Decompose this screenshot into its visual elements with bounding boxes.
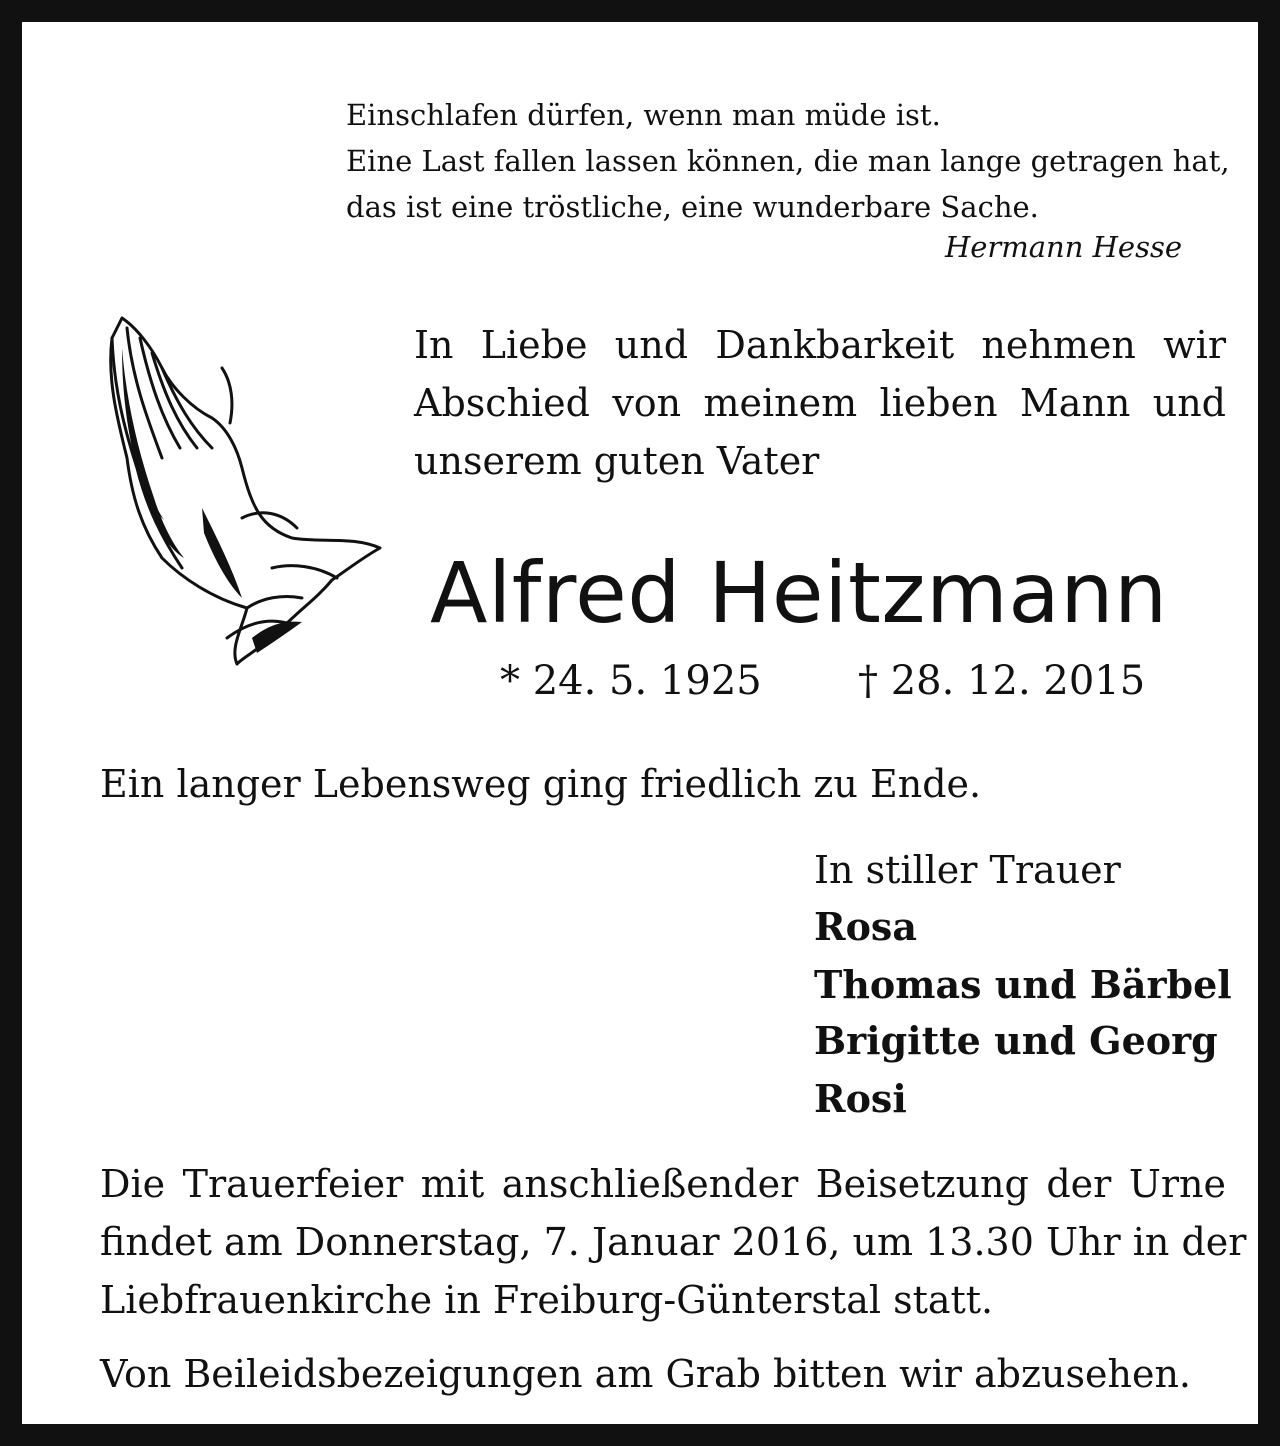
ceremony-line-3: Liebfrauenkirche in Freiburg-Günterstal statt.	[100, 1278, 994, 1322]
intro-line-1: In Liebe und Dankbarkeit nehmen wir	[414, 323, 1226, 367]
closing-note: Von Beileidsbezeigungen am Grab bitten wir abzusehen.	[100, 1352, 1191, 1396]
epitaph: Ein langer Lebensweg ging friedlich zu Ende.	[100, 762, 982, 806]
quote-line-1: Einschlafen dürfen, wenn man müde ist.	[346, 98, 941, 132]
intro-line-2: Abschied von meinem lieben Mann und	[414, 381, 1226, 425]
deceased-name: Alfred Heitzmann	[430, 544, 1168, 642]
mourners-heading: In stiller Trauer	[814, 848, 1121, 892]
praying-hands-icon	[92, 308, 388, 672]
ceremony-line-2: findet am Donnerstag, 7. Januar 2016, um 13.30 Uhr in der	[100, 1220, 1247, 1264]
intro-line-3: unserem guten Vater	[414, 439, 820, 483]
mourner-name: Rosa	[814, 904, 917, 949]
quote-author: Hermann Hesse	[944, 230, 1182, 264]
quote-line-3: das ist eine tröstliche, eine wunderbare Sache.	[346, 190, 1039, 224]
mourner-name: Rosi	[814, 1076, 907, 1121]
death-date: † 28. 12. 2015	[858, 658, 1146, 704]
quote-line-2: Eine Last fallen lassen können, die man lange getragen hat,	[346, 144, 1230, 178]
mourner-name: Brigitte und Georg	[814, 1018, 1218, 1063]
mourner-name: Thomas und Bärbel	[814, 962, 1232, 1007]
ceremony-line-1: Die Trauerfeier mit anschließender Beisetzung der Urne	[100, 1162, 1226, 1206]
birth-date: * 24. 5. 1925	[500, 658, 762, 704]
